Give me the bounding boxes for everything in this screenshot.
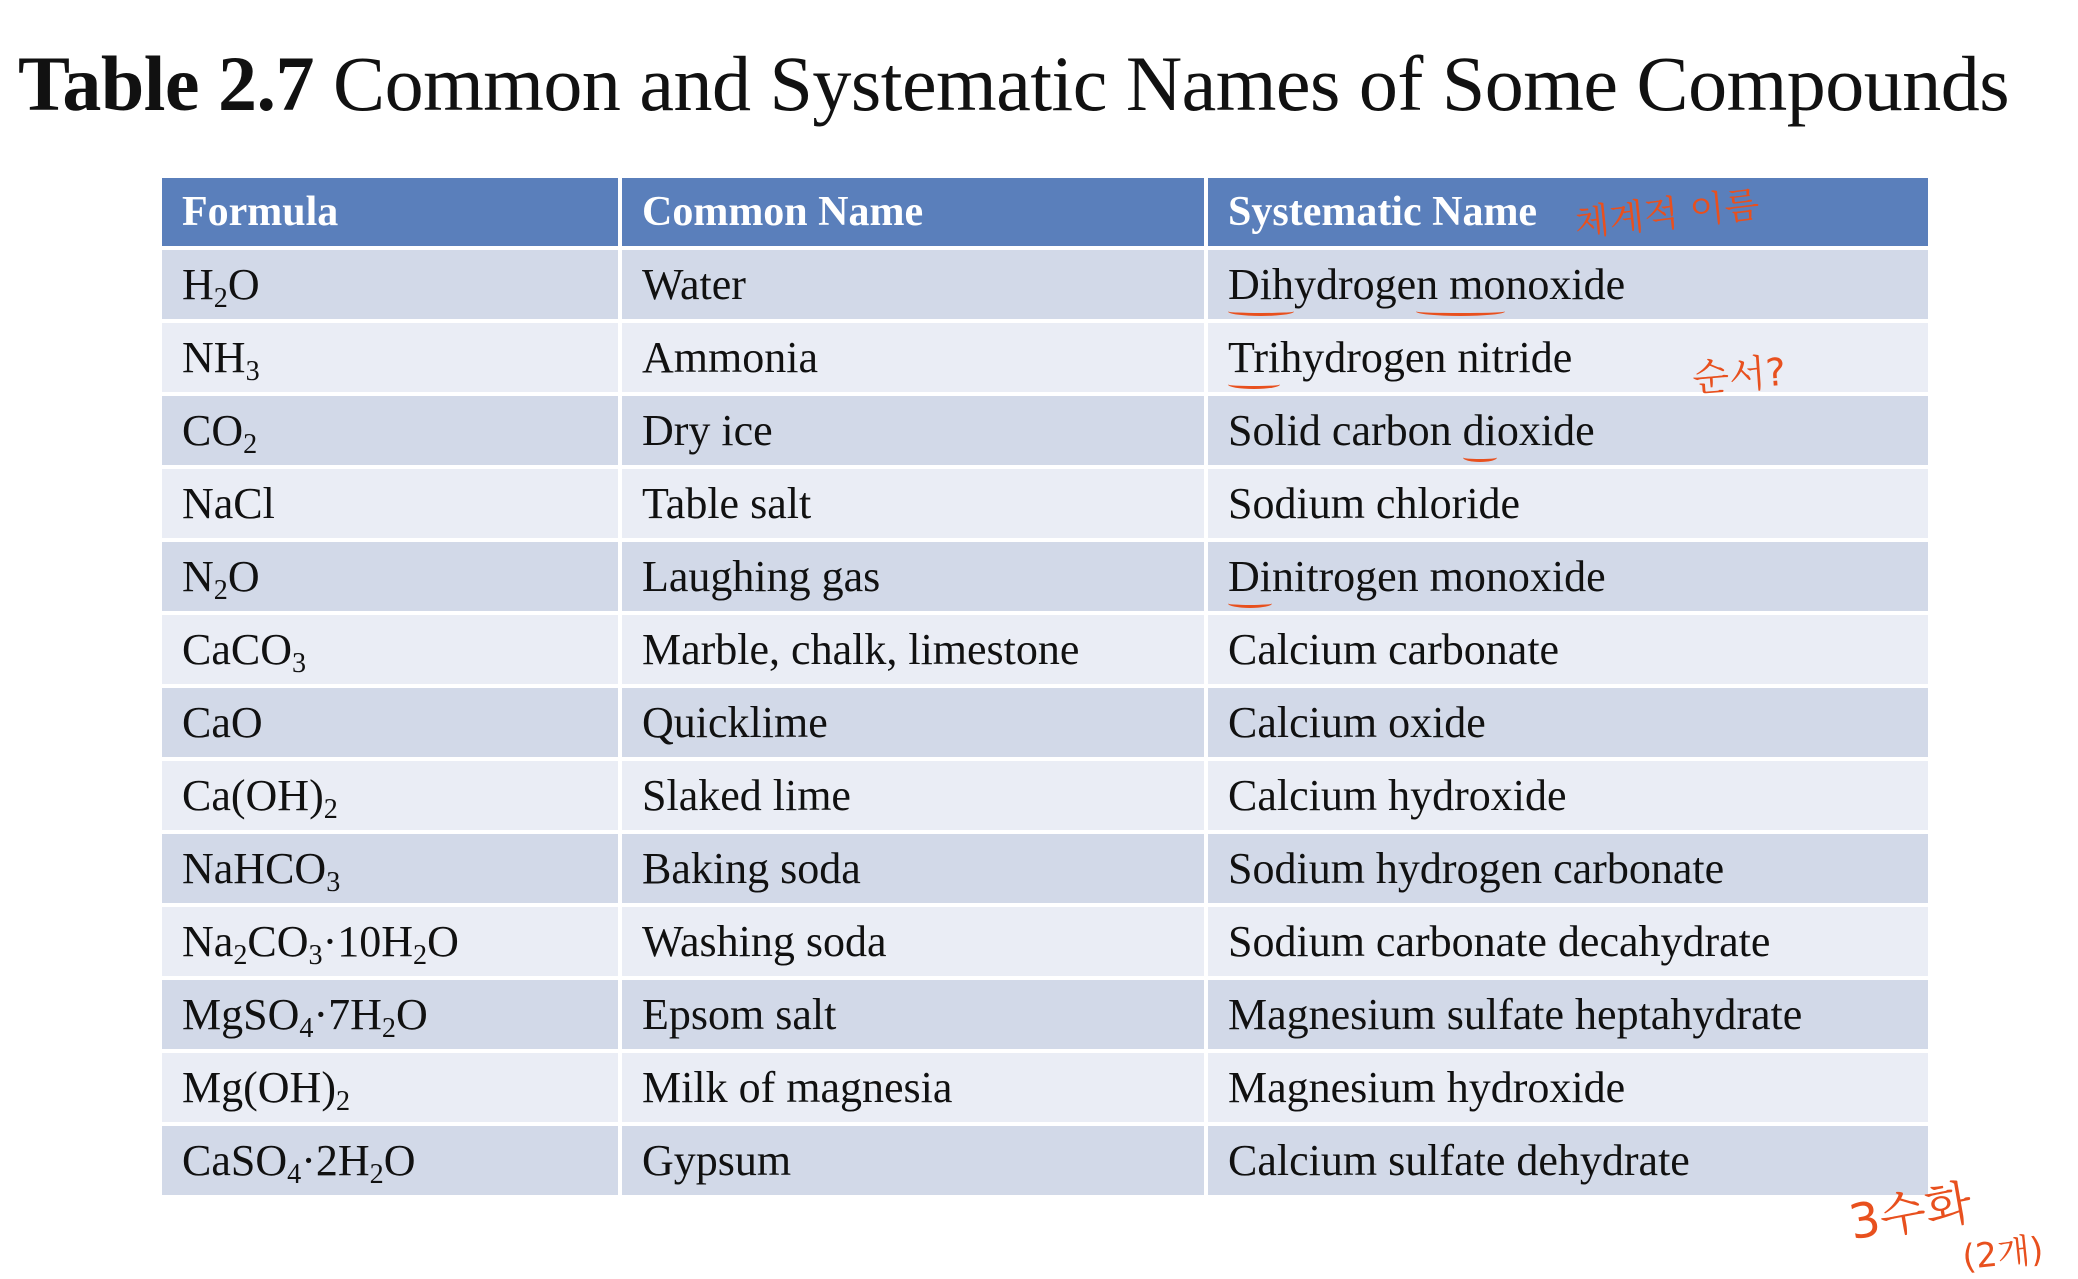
systematic-name-text: Calcium hydroxide (1228, 771, 1567, 820)
table-row (160, 1051, 1930, 1124)
systematic-name-cell (1206, 978, 1930, 1051)
table-row (160, 978, 1930, 1051)
formula-part: ·10H (322, 917, 414, 966)
header-formula: Formula (160, 176, 620, 248)
systematic-name-cell (1206, 394, 1930, 467)
common-name-cell: Quicklime (620, 686, 1206, 759)
formula-part: CaSO (182, 1136, 288, 1185)
common-name-cell: Epsom salt (620, 978, 1206, 1051)
formula-part: ·7H (313, 990, 382, 1039)
table-row (160, 686, 1930, 759)
table-body (160, 248, 1930, 1197)
handwritten-underline (1416, 307, 1505, 316)
handwritten-underline (1228, 599, 1272, 608)
formula-subscript: 2 (381, 1012, 396, 1044)
formula-subscript: 2 (335, 1085, 351, 1117)
handwritten-note-systematic: 체계적 이름 (1572, 184, 1762, 245)
systematic-name-text: Sodium chloride (1228, 479, 1521, 528)
common-name-cell: Slaked lime (620, 759, 1206, 832)
header-common-name: Common Name (620, 176, 1206, 248)
formula-cell (160, 832, 620, 905)
formula-cell (160, 905, 620, 978)
formula-subscript: 2 (213, 282, 228, 314)
formula-part: O (427, 917, 459, 966)
handwritten-underline (1228, 380, 1280, 389)
table-title (18, 38, 2009, 130)
formula-part: O (383, 1136, 416, 1185)
systematic-name-cell (1206, 321, 1930, 394)
formula-part: NaHCO (182, 844, 327, 893)
formula-part: CaCO (182, 625, 292, 674)
formula-subscript: 3 (245, 355, 260, 387)
systematic-name-text: Calcium oxide (1228, 698, 1486, 747)
formula-subscript: 2 (369, 1158, 384, 1190)
systematic-name-text: Dihydrogen monoxide (1228, 259, 1625, 310)
header-systematic-label: Systematic Name (1228, 189, 1538, 235)
formula-cell (160, 540, 620, 613)
common-name-cell: Baking soda (620, 832, 1206, 905)
formula-cell (160, 321, 620, 394)
systematic-name-cell (1206, 759, 1930, 832)
formula-cell (160, 467, 620, 540)
formula-part: O (395, 990, 428, 1039)
formula-part: CO (247, 917, 309, 966)
formula-cell (160, 394, 620, 467)
formula-subscript: 3 (292, 647, 307, 679)
table-row (160, 467, 1930, 540)
systematic-name-cell (1206, 686, 1930, 759)
common-name-cell: Marble, chalk, limestone (620, 613, 1206, 686)
common-name-cell: Dry ice (620, 394, 1206, 467)
table-number: Table 2.7 (18, 40, 315, 127)
formula-subscript: 2 (413, 939, 428, 971)
table-row (160, 540, 1930, 613)
formula-part: NaCl (182, 479, 275, 528)
table-row (160, 613, 1930, 686)
systematic-name-cell (1206, 1124, 1930, 1197)
systematic-name-text: Trihydrogen nitride (1228, 332, 1572, 383)
formula-part: CaO (182, 698, 263, 747)
table-row (160, 1124, 1930, 1197)
formula-subscript: 3 (326, 866, 341, 898)
systematic-name-cell (1206, 540, 1930, 613)
common-name-cell: Gypsum (620, 1124, 1206, 1197)
common-name-cell: Water (620, 248, 1206, 321)
systematic-name-text: Magnesium hydroxide (1228, 1063, 1626, 1112)
systematic-name-text: Sodium hydrogen carbonate (1228, 844, 1725, 893)
systematic-name-text: Sodium carbonate decahydrate (1228, 917, 1771, 966)
table-title-text: Common and Systematic Names of Some Compounds (333, 40, 2010, 127)
table-row (160, 394, 1930, 467)
table-row (160, 248, 1930, 321)
formula-part: Na (182, 917, 234, 966)
formula-part: H (182, 260, 214, 309)
formula-cell (160, 686, 620, 759)
handwritten-note-order: 순서? (1690, 349, 1788, 401)
common-name-cell: Washing soda (620, 905, 1206, 978)
table-row (160, 759, 1930, 832)
handwritten-note-hydrate-sub: (2개) (1960, 1229, 2046, 1279)
formula-subscript: 3 (308, 939, 323, 971)
formula-cell (160, 759, 620, 832)
systematic-name-text: Solid carbon dioxide (1228, 405, 1595, 456)
handwritten-underline (1228, 307, 1294, 316)
handwritten-note-hydrate: 3수화 (1844, 1174, 1976, 1252)
formula-part: NH (182, 333, 246, 382)
systematic-name-cell (1206, 467, 1930, 540)
systematic-name-cell (1206, 832, 1930, 905)
systematic-name-cell (1206, 248, 1930, 321)
systematic-name-text: Dinitrogen monoxide (1228, 551, 1606, 602)
formula-part: O (227, 260, 260, 309)
common-name-cell: Laughing gas (620, 540, 1206, 613)
systematic-name-cell (1206, 1051, 1930, 1124)
formula-cell (160, 248, 620, 321)
formula-subscript: 2 (243, 428, 258, 460)
table-row (160, 832, 1930, 905)
formula-subscript: 2 (213, 574, 228, 606)
header-systematic-name (1206, 176, 1930, 248)
common-name-cell: Ammonia (620, 321, 1206, 394)
systematic-name-cell (1206, 905, 1930, 978)
formula-cell (160, 1051, 620, 1124)
formula-subscript: 4 (299, 1012, 314, 1044)
formula-cell (160, 978, 620, 1051)
systematic-name-text: Calcium sulfate dehydrate (1228, 1136, 1690, 1185)
formula-part: Mg(OH) (182, 1063, 336, 1112)
formula-cell (160, 1124, 620, 1197)
systematic-name-cell (1206, 613, 1930, 686)
table-row (160, 905, 1930, 978)
common-name-cell: Table salt (620, 467, 1206, 540)
formula-subscript: 2 (233, 939, 248, 971)
handwritten-underline (1463, 453, 1497, 462)
systematic-name-text: Calcium carbonate (1228, 625, 1560, 674)
table-row (160, 321, 1930, 394)
formula-part: N (182, 552, 214, 601)
compounds-table (158, 174, 1932, 1199)
formula-part: ·2H (301, 1136, 370, 1185)
formula-subscript: 2 (323, 793, 338, 825)
formula-part: CO (182, 406, 244, 455)
formula-part: O (227, 552, 260, 601)
formula-cell (160, 613, 620, 686)
formula-part: Ca(OH) (182, 771, 324, 820)
formula-part: MgSO (182, 990, 300, 1039)
common-name-cell: Milk of magnesia (620, 1051, 1206, 1124)
systematic-name-text: Magnesium sulfate heptahydrate (1228, 990, 1803, 1039)
formula-subscript: 4 (287, 1158, 302, 1190)
